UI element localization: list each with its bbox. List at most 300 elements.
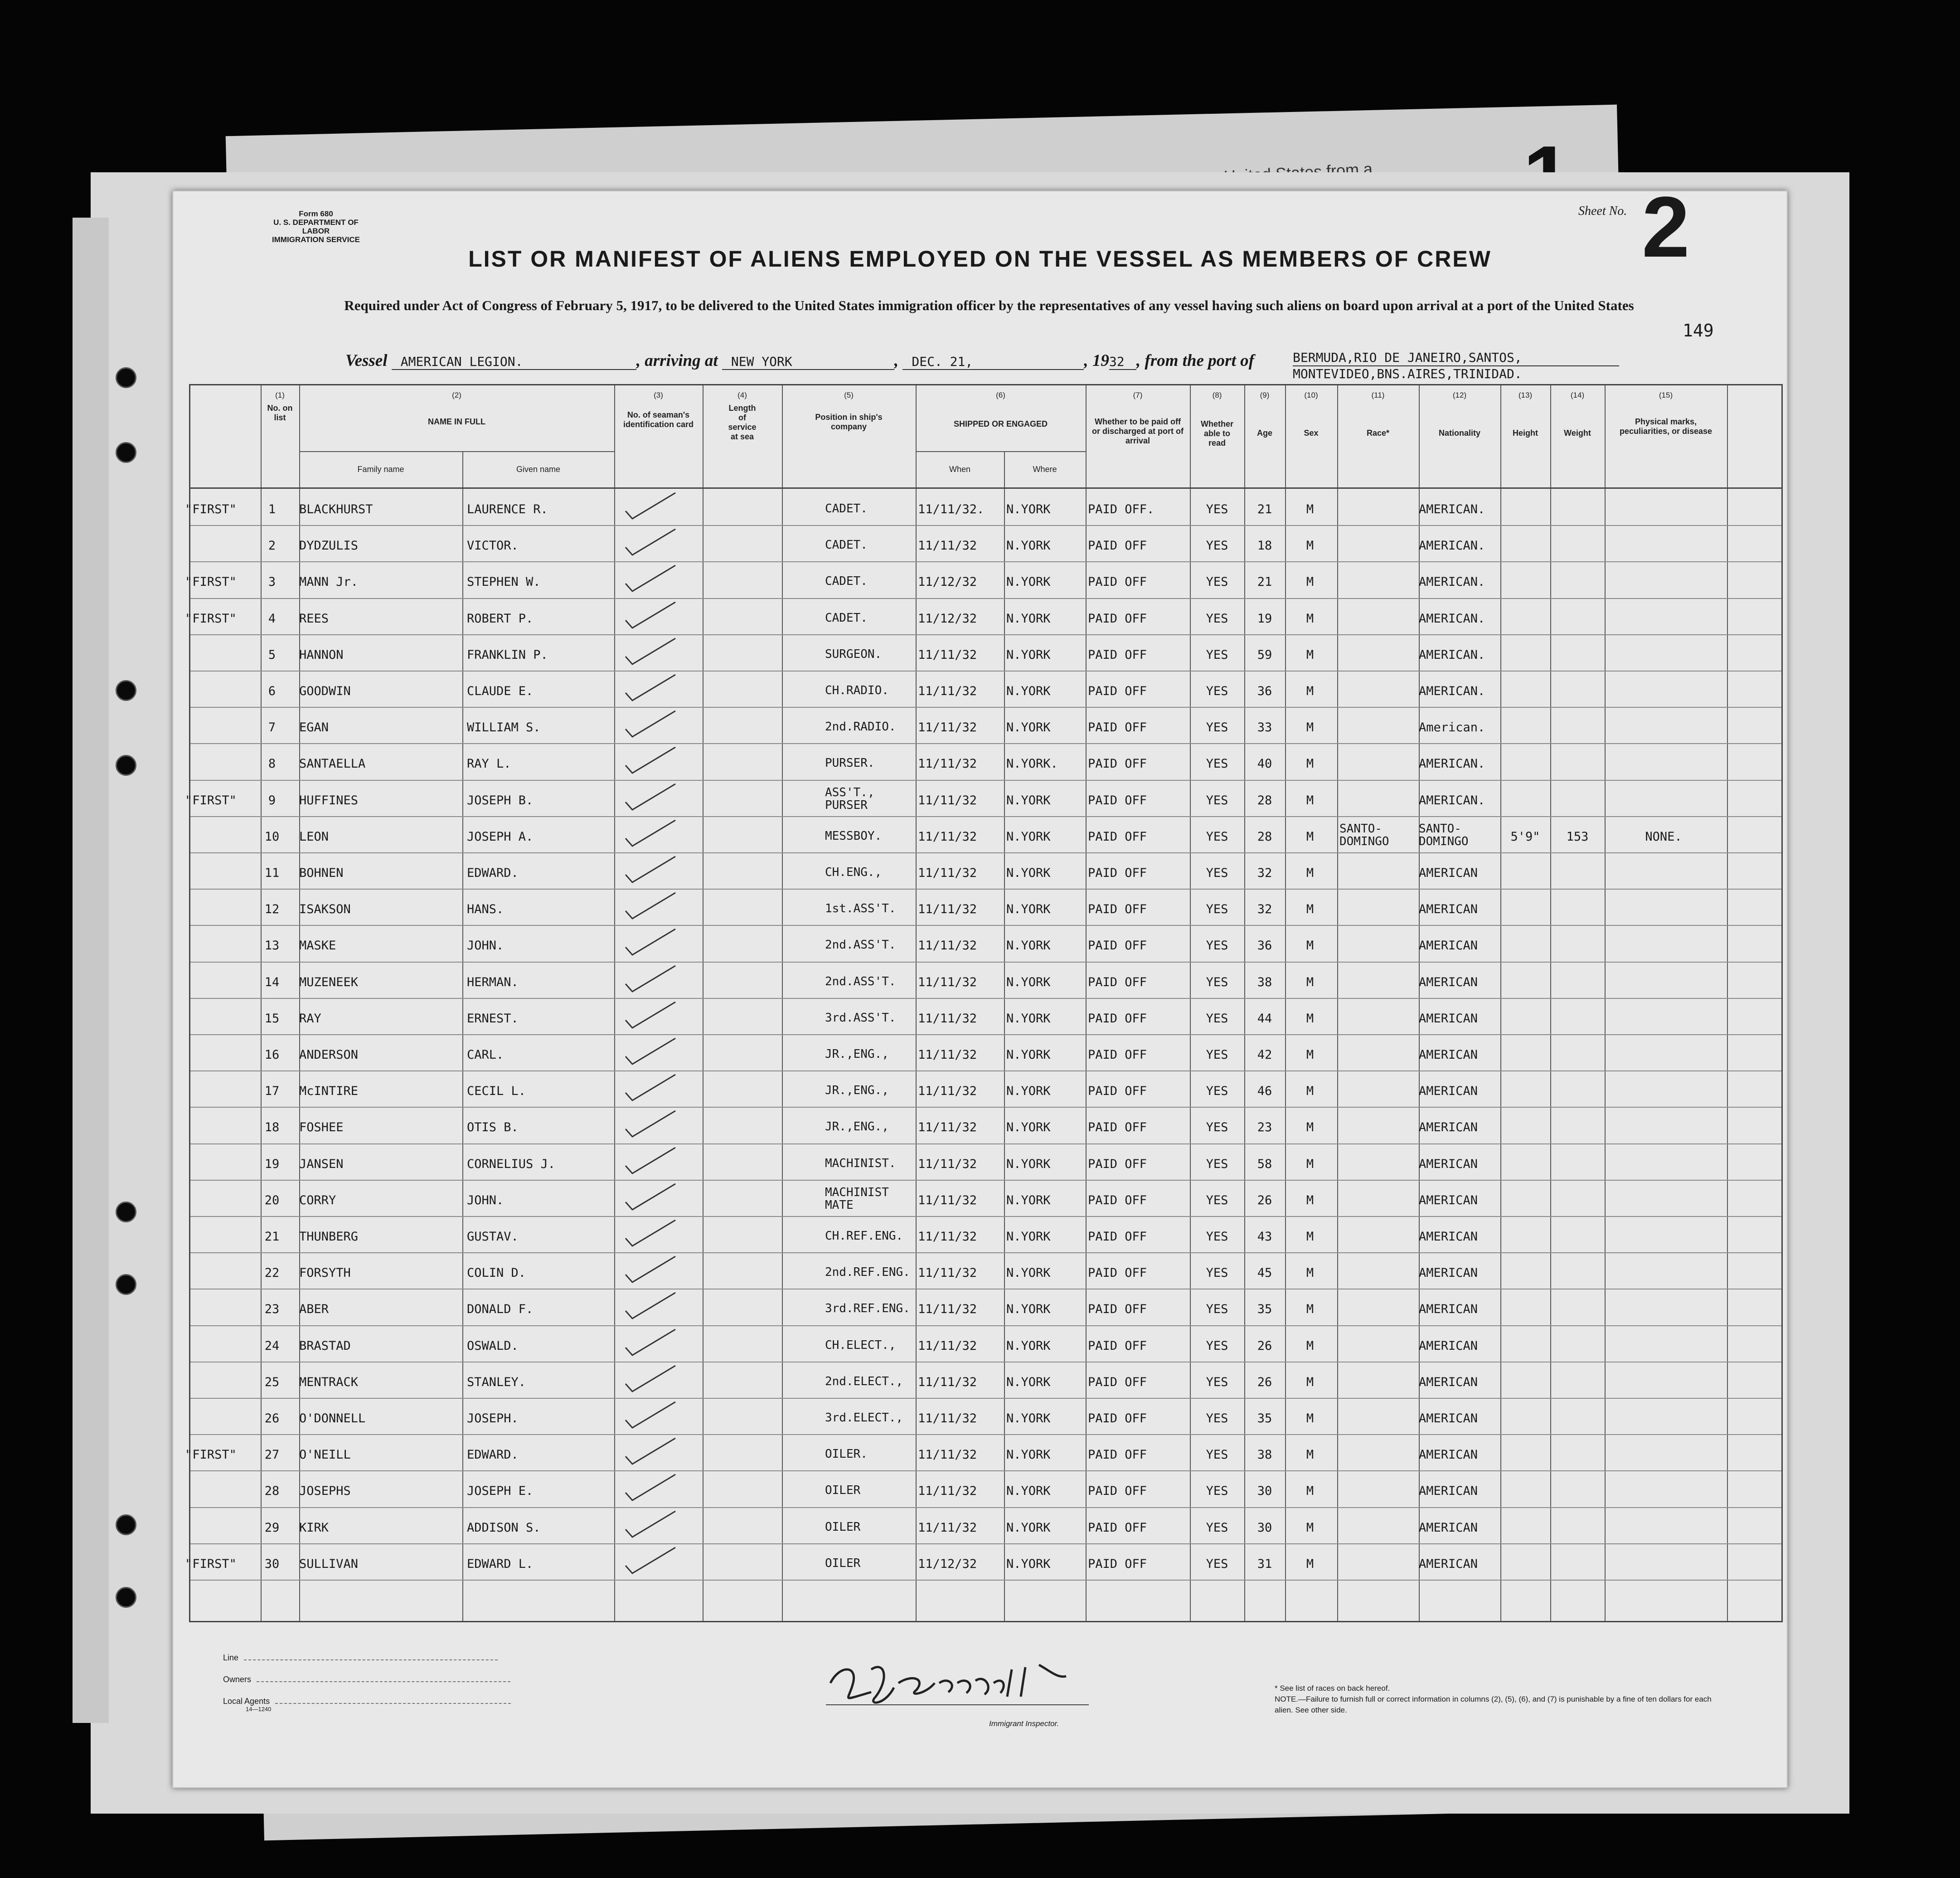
- nationality: AMERICAN.: [1419, 575, 1485, 589]
- age: 40: [1257, 757, 1272, 771]
- age: 30: [1257, 1484, 1272, 1499]
- position: CH.ENG.,: [825, 866, 882, 879]
- check-mark-icon: [621, 927, 680, 958]
- table-row: [190, 1218, 1781, 1254]
- table-row: [190, 1254, 1781, 1290]
- discharge-status: PAID OFF: [1088, 902, 1147, 917]
- position: CADET.: [825, 574, 868, 589]
- given-name: LAURENCE R.: [467, 502, 548, 516]
- owners-field: [257, 1681, 510, 1682]
- col11-number: (11): [1371, 391, 1385, 399]
- year-label: , 19: [1084, 351, 1109, 370]
- given-name: JOSEPH A.: [467, 829, 534, 844]
- given-name: EDWARD L.: [467, 1557, 534, 1571]
- engaged-date: 11/11/32.: [918, 502, 985, 516]
- sex: M: [1306, 1338, 1314, 1353]
- list-number: 13: [264, 939, 280, 953]
- age: 42: [1257, 1048, 1272, 1062]
- check-mark-icon: [621, 1145, 680, 1177]
- given-name: CECIL L.: [467, 1084, 526, 1099]
- position: JR.,ENG.,: [825, 1084, 889, 1098]
- check-mark-icon: [621, 1036, 680, 1068]
- nationality: AMERICAN: [1419, 1266, 1478, 1280]
- family-name: MENTRACK: [299, 1375, 359, 1389]
- able-to-read: YES: [1206, 1411, 1228, 1426]
- check-mark-icon: [621, 1290, 680, 1322]
- col15-number: (15): [1659, 391, 1673, 399]
- sex: M: [1306, 1157, 1314, 1171]
- first-voyage-note: "FIRST": [185, 575, 237, 589]
- engaged-place: N.YORK.: [1006, 757, 1058, 771]
- position: 2nd.RADIO.: [825, 720, 896, 734]
- discharge-status: PAID OFF: [1088, 1084, 1147, 1099]
- able-to-read: YES: [1206, 1266, 1228, 1280]
- engaged-place: N.YORK: [1006, 611, 1051, 626]
- able-to-read: YES: [1206, 575, 1228, 589]
- discharge-status: PAID OFF: [1088, 1157, 1147, 1171]
- discharge-status: PAID OFF: [1088, 1375, 1147, 1389]
- discharge-status: PAID OFF: [1088, 1302, 1147, 1317]
- engaged-date: 11/11/32: [918, 1448, 977, 1462]
- able-to-read: YES: [1206, 611, 1228, 626]
- punch-hole: [116, 367, 136, 388]
- table-row: [190, 1182, 1781, 1218]
- check-mark-icon: [621, 491, 680, 522]
- position: 1st.ASS'T.: [825, 902, 896, 916]
- age: 38: [1257, 975, 1272, 989]
- owners-label: Owners: [223, 1675, 252, 1684]
- engaged-date: 11/11/32: [918, 720, 977, 735]
- family-name: KIRK: [299, 1520, 329, 1535]
- agents-code: 14—1240: [246, 1706, 272, 1713]
- col-age: Age: [1257, 428, 1272, 438]
- age: 31: [1257, 1557, 1272, 1571]
- list-number: 4: [268, 611, 276, 626]
- col6-number: (6): [996, 391, 1005, 399]
- sex: M: [1306, 720, 1314, 735]
- family-name: THUNBERG: [299, 1230, 359, 1244]
- table-row: [190, 890, 1781, 927]
- position: CADET.: [825, 502, 868, 516]
- engaged-date: 11/11/32: [918, 902, 977, 917]
- punch-hole: [116, 680, 136, 701]
- family-name: FOSHEE: [299, 1120, 344, 1135]
- form-number: Form 680: [299, 209, 333, 218]
- sheet-number: 2: [1642, 179, 1690, 275]
- age: 33: [1257, 720, 1272, 735]
- engaged-date: 11/11/32: [918, 1120, 977, 1135]
- nationality: AMERICAN: [1419, 1375, 1478, 1389]
- family-name: MANN Jr.: [299, 575, 359, 589]
- age: 32: [1257, 866, 1272, 880]
- given-name: JOHN.: [467, 939, 504, 953]
- engaged-place: N.YORK: [1006, 647, 1051, 662]
- able-to-read: YES: [1206, 1048, 1228, 1062]
- check-mark-icon: [621, 709, 680, 740]
- age: 32: [1257, 902, 1272, 917]
- col3-number: (3): [654, 391, 663, 399]
- nationality: AMERICAN.: [1419, 502, 1485, 516]
- given-name: HANS.: [467, 902, 504, 917]
- table-row: [185, 600, 1781, 636]
- able-to-read: YES: [1206, 866, 1228, 880]
- discharge-status: PAID OFF: [1088, 647, 1147, 662]
- nationality: AMERICAN: [1419, 902, 1478, 917]
- check-mark-icon: [621, 1109, 680, 1140]
- col-sex: Sex: [1304, 428, 1319, 438]
- engaged-date: 11/11/32: [918, 1484, 977, 1499]
- able-to-read: YES: [1206, 793, 1228, 808]
- check-mark-icon: [621, 818, 680, 850]
- list-number: 15: [264, 1011, 280, 1026]
- family-name: McINTIRE: [299, 1084, 359, 1099]
- list-number: 12: [264, 902, 280, 917]
- able-to-read: YES: [1206, 1520, 1228, 1535]
- list-number: 20: [264, 1193, 280, 1207]
- age: 21: [1257, 575, 1272, 589]
- col-name-in-full: NAME IN FULL: [428, 417, 485, 426]
- engaged-date: 11/11/32: [918, 939, 977, 953]
- position: 3rd.ELECT.,: [825, 1411, 903, 1425]
- manifest-sheet: [172, 179, 1788, 1788]
- col-position: Position in ship's company: [815, 413, 883, 431]
- given-name: COLIN D.: [467, 1266, 526, 1280]
- given-name: WILLIAM S.: [467, 720, 541, 735]
- family-name: MUZENEEK: [299, 975, 359, 989]
- check-mark-icon: [621, 527, 680, 559]
- vessel-label: Vessel: [345, 351, 388, 370]
- list-number: 11: [264, 866, 280, 880]
- engaged-place: N.YORK: [1006, 1375, 1051, 1389]
- first-voyage-note: "FIRST": [185, 793, 237, 808]
- punch-hole: [116, 1514, 136, 1535]
- table-row: [190, 527, 1781, 563]
- engaged-place: N.YORK: [1006, 502, 1051, 516]
- given-name: FRANKLIN P.: [467, 647, 548, 662]
- family-name: JOSEPHS: [299, 1484, 351, 1499]
- age: 18: [1257, 539, 1272, 553]
- position: OILER.: [825, 1447, 868, 1461]
- position: 2nd.REF.ENG.: [825, 1265, 910, 1280]
- family-name: O'DONNELL: [299, 1411, 366, 1426]
- sex: M: [1306, 1484, 1314, 1499]
- sex: M: [1306, 902, 1314, 917]
- position: MACHINIST.: [825, 1156, 896, 1170]
- check-mark-icon: [621, 1182, 680, 1213]
- able-to-read: YES: [1206, 1375, 1228, 1389]
- engaged-place: N.YORK: [1006, 1484, 1051, 1499]
- engaged-date: 11/11/32: [918, 1302, 977, 1317]
- list-number: 5: [268, 647, 276, 662]
- nationality: AMERICAN: [1419, 1338, 1478, 1353]
- able-to-read: YES: [1206, 539, 1228, 553]
- discharge-status: PAID OFF: [1088, 539, 1147, 553]
- discharge-status: PAID OFF: [1088, 829, 1147, 844]
- table-row: [190, 927, 1781, 963]
- position: OILER: [825, 1520, 861, 1534]
- list-number: 28: [264, 1484, 280, 1499]
- age: 44: [1257, 1011, 1272, 1026]
- col2-number: (2): [452, 391, 461, 399]
- family-name: ANDERSON: [299, 1048, 359, 1062]
- list-number: 27: [264, 1448, 280, 1462]
- check-mark-icon: [621, 1000, 680, 1031]
- engaged-date: 11/11/32: [918, 1193, 977, 1207]
- discharge-status: PAID OFF: [1088, 1193, 1147, 1207]
- engaged-date: 11/11/32: [918, 1375, 977, 1389]
- nationality: AMERICAN.: [1419, 757, 1485, 771]
- given-name: GUSTAV.: [467, 1230, 519, 1244]
- col7-number: (7): [1133, 391, 1143, 399]
- position: CH.ELECT.,: [825, 1338, 896, 1352]
- family-name: DYDZULIS: [299, 539, 359, 553]
- engaged-place: N.YORK: [1006, 539, 1051, 553]
- footer-fields: [223, 1647, 511, 1712]
- list-number: 21: [264, 1230, 280, 1244]
- position: MESSBOY.: [825, 829, 882, 843]
- document-title: LIST OR MANIFEST OF ALIENS EMPLOYED ON THE VESSEL AS MEMBERS OF CREW: [468, 246, 1492, 272]
- age: 59: [1257, 647, 1272, 662]
- discharge-status: PAID OFF: [1088, 1266, 1147, 1280]
- family-name: BRASTAD: [299, 1338, 351, 1353]
- list-number: 17: [264, 1084, 280, 1099]
- list-number: 14: [264, 975, 280, 989]
- discharge-status: PAID OFF: [1088, 1520, 1147, 1535]
- table-row: [185, 491, 1781, 527]
- punch-hole: [116, 755, 136, 776]
- physical-marks: NONE.: [1645, 829, 1682, 844]
- check-mark-icon: [621, 1072, 680, 1104]
- sex: M: [1306, 1557, 1314, 1571]
- engaged-date: 11/11/32: [918, 793, 977, 808]
- check-mark-icon: [621, 1218, 680, 1250]
- sex: M: [1306, 975, 1314, 989]
- check-mark-icon: [621, 636, 680, 668]
- age: 36: [1257, 684, 1272, 698]
- sex: M: [1306, 1302, 1314, 1317]
- table-row: [190, 818, 1781, 854]
- given-name: ROBERT P.: [467, 611, 534, 626]
- given-name: ADDISON S.: [467, 1520, 541, 1535]
- family-name: ABER: [299, 1302, 329, 1317]
- discharge-status: PAID OFF: [1088, 1120, 1147, 1135]
- sex: M: [1306, 502, 1314, 516]
- engaged-date: 11/11/32: [918, 1011, 977, 1026]
- table-row: [190, 1509, 1781, 1545]
- departure-ports: [1293, 350, 1619, 382]
- nationality: AMERICAN: [1419, 1048, 1478, 1062]
- list-number: 26: [264, 1411, 280, 1426]
- sex: M: [1306, 647, 1314, 662]
- family-name: REES: [299, 611, 329, 626]
- age: 21: [1257, 502, 1272, 516]
- engaged-place: N.YORK: [1006, 793, 1051, 808]
- age: 46: [1257, 1084, 1272, 1099]
- able-to-read: YES: [1206, 647, 1228, 662]
- col-shipped-or-engaged: SHIPPED OR ENGAGED: [953, 419, 1048, 428]
- check-mark-icon: [621, 1363, 680, 1395]
- age: 35: [1257, 1411, 1272, 1426]
- position: CH.RADIO.: [825, 684, 889, 697]
- given-name: JOSEPH E.: [467, 1484, 534, 1499]
- table-row: [190, 745, 1781, 781]
- table-row: [185, 782, 1781, 818]
- col10-number: (10): [1304, 391, 1318, 399]
- col-height: Height: [1513, 428, 1538, 438]
- list-number: 6: [268, 684, 276, 698]
- age: 35: [1257, 1302, 1272, 1317]
- family-name: ISAKSON: [299, 902, 351, 917]
- able-to-read: YES: [1206, 502, 1228, 516]
- left-sheet-edge: [73, 218, 109, 1723]
- given-name: JOHN.: [467, 1193, 504, 1207]
- height: 5'9": [1510, 829, 1540, 844]
- engaged-place: N.YORK: [1006, 1120, 1051, 1135]
- col12-number: (12): [1452, 391, 1467, 399]
- check-mark-icon: [621, 963, 680, 995]
- col-nationality: Nationality: [1438, 428, 1480, 438]
- table-row: [190, 854, 1781, 890]
- age: 43: [1257, 1230, 1272, 1244]
- list-number: 24: [264, 1338, 280, 1353]
- age: 26: [1257, 1193, 1272, 1207]
- table-row: [190, 1145, 1781, 1182]
- col8-number: (8): [1212, 391, 1222, 399]
- nationality: AMERICAN: [1419, 1157, 1478, 1171]
- first-voyage-note: "FIRST": [185, 1557, 237, 1571]
- engaged-place: N.YORK: [1006, 1084, 1051, 1099]
- given-name: CLAUDE E.: [467, 684, 534, 698]
- given-name: EDWARD.: [467, 866, 519, 880]
- able-to-read: YES: [1206, 684, 1228, 698]
- position: 3rd.ASS'T.: [825, 1011, 896, 1025]
- engaged-place: N.YORK: [1006, 1448, 1051, 1462]
- nationality: AMERICAN: [1419, 939, 1478, 953]
- col5-number: (5): [844, 391, 854, 399]
- col-number-on-list: No. on list: [267, 404, 293, 422]
- list-number: 16: [264, 1048, 280, 1062]
- list-number: 25: [264, 1375, 280, 1389]
- family-name: SANTAELLA: [299, 757, 366, 771]
- nationality: AMERICAN.: [1419, 539, 1485, 553]
- nationality: AMERICAN.: [1419, 793, 1485, 808]
- engaged-date: 11/11/32: [918, 539, 977, 553]
- engaged-date: 11/12/32: [918, 611, 977, 626]
- col-race: Race*: [1366, 428, 1390, 438]
- first-voyage-note: "FIRST": [185, 1448, 237, 1462]
- given-name: JOSEPH.: [467, 1411, 519, 1426]
- punch-hole: [116, 1587, 136, 1608]
- nationality: AMERICAN: [1419, 1411, 1478, 1426]
- race-note: * See list of races on back hereof.: [1275, 1684, 1390, 1693]
- col-family-name: Family name: [357, 465, 404, 474]
- given-name: CARL.: [467, 1048, 504, 1062]
- discharge-status: PAID OFF: [1088, 1011, 1147, 1026]
- engaged-place: N.YORK: [1006, 1157, 1051, 1171]
- engaged-place: N.YORK: [1006, 975, 1051, 989]
- engaged-place: N.YORK: [1006, 866, 1051, 880]
- col-given-name: Given name: [516, 465, 561, 474]
- engaged-place: N.YORK: [1006, 829, 1051, 844]
- position: JR.,ENG.,: [825, 1047, 889, 1061]
- weight: 153: [1566, 829, 1589, 844]
- age: 26: [1257, 1338, 1272, 1353]
- discharge-status: PAID OFF: [1088, 1557, 1147, 1571]
- given-name: STEPHEN W.: [467, 575, 541, 589]
- given-name: CORNELIUS J.: [467, 1157, 556, 1171]
- list-number: 10: [264, 829, 280, 844]
- line-field: [244, 1659, 498, 1660]
- family-name: MASKE: [299, 939, 336, 953]
- engaged-date: 11/11/32: [918, 647, 977, 662]
- nationality: AMERICAN: [1419, 1230, 1478, 1244]
- discharge-status: PAID OFF: [1088, 975, 1147, 989]
- family-name: CORRY: [299, 1193, 336, 1207]
- able-to-read: YES: [1206, 939, 1228, 953]
- table-row: [190, 1000, 1781, 1036]
- table-row: [190, 1400, 1781, 1436]
- check-mark-icon: [621, 672, 680, 704]
- engaged-place: N.YORK: [1006, 1193, 1051, 1207]
- check-mark-icon: [621, 1509, 680, 1541]
- list-number: 18: [264, 1120, 280, 1135]
- arrival-date: DEC. 21,: [902, 354, 1084, 370]
- check-mark-icon: [621, 1545, 680, 1577]
- col-length-of-service: Length of service at sea: [728, 404, 757, 441]
- engaged-date: 11/11/32: [918, 1338, 977, 1353]
- nationality: AMERICAN: [1419, 1120, 1478, 1135]
- age: 58: [1257, 1157, 1272, 1171]
- engaged-date: 11/11/32: [918, 1520, 977, 1535]
- vessel-name: AMERICAN LEGION.: [392, 354, 636, 370]
- check-mark-icon: [621, 1327, 680, 1359]
- sex: M: [1306, 611, 1314, 626]
- discharge-status: PAID OFF: [1088, 1048, 1147, 1062]
- engaged-place: N.YORK: [1006, 1302, 1051, 1317]
- family-name: HUFFINES: [299, 793, 359, 808]
- engaged-date: 11/11/32: [918, 757, 977, 771]
- sex: M: [1306, 1266, 1314, 1280]
- able-to-read: YES: [1206, 829, 1228, 844]
- list-number: 2: [268, 539, 276, 553]
- from-label: , from the port of: [1136, 351, 1254, 370]
- sex: M: [1306, 1520, 1314, 1535]
- family-name: JANSEN: [299, 1157, 344, 1171]
- sex: M: [1306, 1411, 1314, 1426]
- age: 38: [1257, 1448, 1272, 1462]
- sex: M: [1306, 539, 1314, 553]
- given-name: ERNEST.: [467, 1011, 519, 1026]
- race: SANTO- DOMINGO: [1339, 822, 1389, 848]
- able-to-read: YES: [1206, 1157, 1228, 1171]
- table-row: [185, 1545, 1781, 1581]
- check-mark-icon: [621, 1472, 680, 1504]
- nationality: AMERICAN.: [1419, 611, 1485, 626]
- given-name: JOSEPH B.: [467, 793, 534, 808]
- form-identifier: [262, 209, 370, 244]
- nationality: AMERICAN.: [1419, 647, 1485, 662]
- age: 36: [1257, 939, 1272, 953]
- engaged-date: 11/11/32: [918, 1157, 977, 1171]
- list-number: 19: [264, 1157, 280, 1171]
- given-name: EDWARD.: [467, 1448, 519, 1462]
- engaged-place: N.YORK: [1006, 1048, 1051, 1062]
- position: SURGEON.: [825, 647, 882, 661]
- discharge-status: PAID OFF: [1088, 866, 1147, 880]
- agents-label: Local Agents: [223, 1697, 270, 1706]
- nationality: AMERICAN: [1419, 866, 1478, 880]
- sex: M: [1306, 1084, 1314, 1099]
